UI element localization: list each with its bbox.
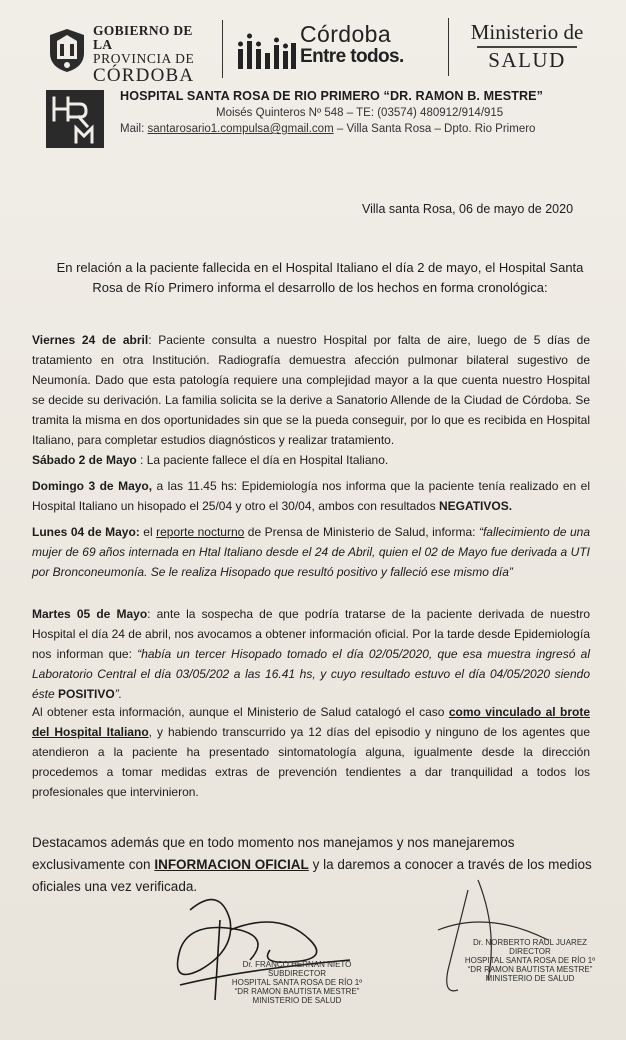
- right-sig-line-4: “DR RAMON BAUTISTA MESTRE”: [467, 965, 593, 974]
- right-sig-line-3: HOSPITAL SANTA ROSA DE RÍO 1º: [464, 956, 596, 965]
- event-date-1: Viernes 24 de abril: [32, 333, 149, 347]
- event-result-3: NEGATIVOS.: [438, 499, 513, 513]
- letter-date: Villa santa Rosa, 06 de mayo de 2020: [362, 202, 574, 216]
- event-link-4: reporte nocturno: [156, 525, 245, 539]
- cordoba-line-2: Entre todos.: [300, 46, 404, 67]
- mail-address-link[interactable]: santarosario1.compulsa@gmail.com: [147, 123, 334, 135]
- event-pre-4: el: [139, 525, 157, 539]
- cordoba-bars-icon: [238, 33, 296, 69]
- left-sig-line-2: SUBDIRECTOR: [267, 969, 327, 978]
- header-divider: [222, 20, 223, 78]
- event-text-1: : Paciente consulta a nuestro Hospital por falta de aire, luego de 5 días de tratamiento en otra Institución. Radiografía demuestra afección pulmonar bilateral sugestivo de Neumonía. Dado que esta patología requiere una complejidad mayor a la que cuenta nuestro Hospital se decide su derivación. La familia solicita se la derive a Sanatorio Allende de la Ciudad de Córdoba. Se tramita la misma en dos oportunidades sin que se la pueda conseguir, por lo que es recibida en Hospital Italiano, para completar estudios diagnósticos y realizar tratamiento.: [32, 333, 591, 447]
- right-sig-line-5: MINISTERIO DE SALUD: [485, 974, 575, 983]
- mail-label: Mail:: [120, 123, 145, 135]
- closing-bold: INFORMACION OFICIAL: [154, 857, 309, 872]
- right-sig-line-1: Dr. NORBERTO RAUL JUAREZ: [472, 938, 588, 947]
- closing-pre: Destacamos además que en todo momento nos manejamos y nos manejaremos exclusivamente con: [32, 835, 515, 872]
- right-sig-line-2: DIRECTOR: [509, 947, 551, 956]
- event-date-4: Lunes 04 de Mayo:: [32, 525, 140, 539]
- cordoba-line-1: Córdoba: [300, 21, 392, 47]
- event-result-5: POSITIVO: [58, 687, 115, 701]
- ministry-line-1: Ministerio de: [470, 20, 584, 44]
- header-divider-2: [448, 18, 449, 76]
- left-sig-line-3: HOSPITAL SANTA ROSA DE RÍO 1º: [231, 978, 363, 987]
- event-paragraph-4: [32, 522, 590, 582]
- event-text-2: : La paciente fallece el día en Hospital Italiano.: [136, 453, 389, 467]
- event-text-3: a las 11.45 hs: Epidemiología nos informa que la paciente tenía realizado en el Hospital Italiano un hisopado el 25/04 y otro el 30/04, ambos con resultados: [32, 479, 590, 513]
- event-quote-4: “fallecimiento de una mujer de 69 años internada en Htal Italiano desde el 24 de Abril, quien el 02 de Mayo fue derivada a UTI por Bronconeumonía. Se le realiza Hisopado que resultó positivo y falleció ese mismo día”: [32, 525, 590, 579]
- cordoba-logo-text: [300, 22, 404, 68]
- event-paragraph-1: [32, 330, 590, 450]
- ministry-line-2: SALUD: [477, 46, 577, 72]
- government-logo-text: [93, 24, 213, 86]
- left-sig-line-4: “DR RAMON BAUTISTA MESTRE”: [234, 987, 360, 996]
- event-paragraph-6: [32, 702, 590, 802]
- intro-paragraph: En relación a la paciente fallecida en el Hospital Italiano el día 2 de mayo, el Hospital Santa Rosa de Río Primero informa el desarrollo de los hechos en forma cronológica:: [56, 260, 584, 295]
- gov-line-2: PROVINCIA DE: [93, 51, 195, 66]
- gov-line-3: CÓRDOBA: [93, 65, 195, 86]
- event-paragraph-3: [32, 476, 590, 516]
- hospital-hrm-logo-icon: [46, 90, 104, 148]
- province-seal-icon: [46, 27, 88, 73]
- mail-location: – Villa Santa Rosa – Dpto. Rio Primero: [336, 123, 536, 135]
- left-sig-line-5: MINISTERIO DE SALUD: [252, 996, 342, 1005]
- left-sig-line-1: Dr. FRANCO HERNAN NIETO: [242, 960, 352, 969]
- hospital-header: [120, 89, 610, 135]
- event-quote-5: “había un tercer Hisopado tomado el día 02/05/2020, que esa muestra ingresó al Laboratorio Central el día 03/05/202 a las 16.41 hs, y cuyo resultado estuvo el día 04/05/2020 siendo éste: [32, 647, 591, 701]
- ministry-logo-text: [467, 20, 587, 72]
- signature-area: [0, 890, 626, 1040]
- event-paragraph-5: [32, 604, 590, 704]
- left-signature-stamp: [222, 960, 372, 1005]
- hospital-address: Moisés Quinteros Nº 548 – TE: (03574) 480912/914/915: [216, 107, 504, 119]
- event-date-5: Martes 05 de Mayo: [32, 607, 148, 621]
- event-mid-4: de Prensa de Ministerio de Salud, informa:: [244, 525, 479, 539]
- event-end-5: ”.: [114, 687, 123, 701]
- event-pre-6: Al obtener esta información, aunque el Ministerio de Salud catalogó el caso: [32, 705, 449, 719]
- right-signature-stamp: [455, 938, 605, 983]
- event-date-3: Domingo 3 de Mayo,: [32, 479, 153, 493]
- gov-line-1: GOBIERNO DE LA: [93, 23, 193, 52]
- event-bold-6: como vinculado al brote del Hospital Italiano: [32, 705, 590, 739]
- event-text-6: , y habiendo transcurrido ya 12 días del episodio y ninguno de los agentes que atendieron a la paciente ha presentado sintomatología alguna, igualmente desde la dirección procedemos a tomar medidas extras de prevención tendientes a dar tranquilidad a todos los profesionales que intervinieron.: [32, 725, 590, 799]
- hospital-mail-line: [120, 123, 610, 135]
- event-text-5: : ante la sospecha de que podría tratarse de la paciente derivada de nuestro Hospital el día 24 de abril, nos avocamos a obtener información oficial. Por la tarde desde Epidemiología nos informan que:: [32, 607, 590, 661]
- event-paragraph-2: [32, 450, 590, 470]
- event-date-2: Sábado 2 de Mayo: [32, 453, 137, 467]
- hospital-name: HOSPITAL SANTA ROSA DE RIO PRIMERO “DR. RAMON B. MESTRE”: [120, 89, 544, 103]
- closing-post: y la daremos a conocer a través de los medios oficiales una vez verificada.: [32, 857, 592, 894]
